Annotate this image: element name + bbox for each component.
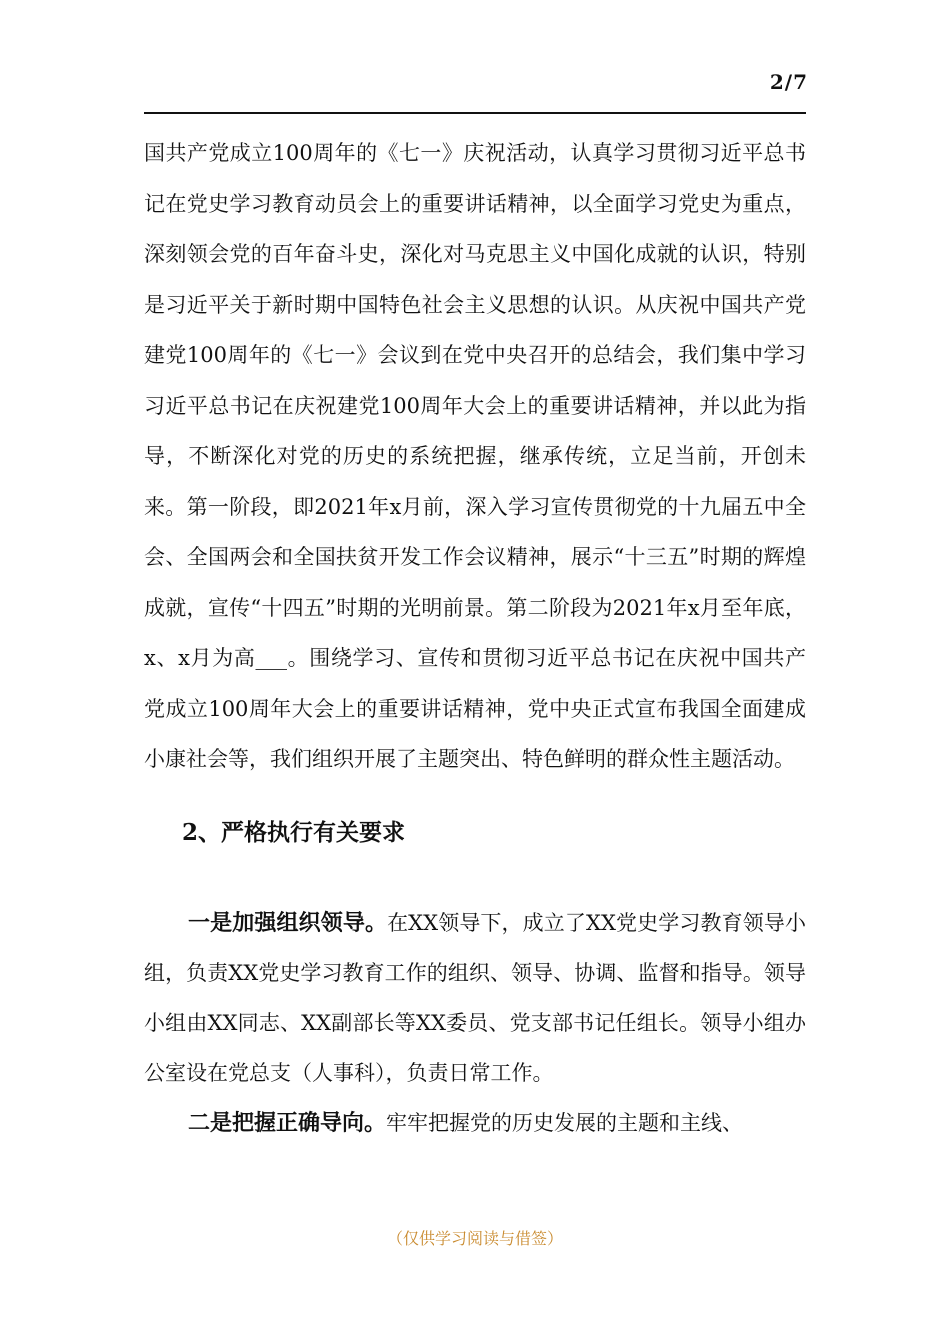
list-item	[144, 898, 806, 1098]
footer-note: （仅供学习阅读与借签）	[386, 1229, 563, 1248]
document-body	[144, 128, 806, 1148]
body-paragraph: 国共产党成立100周年的《七一》庆祝活动，认真学习贯彻习近平总书记在党史学习教育动员会上的重要讲话精神，以全面学习党史为重点，深刻领会党的百年奋斗史，深化对马克思主义中国化成就的认识，特别是习近平关于新时期中国特色社会主义思想的认识。从庆祝中国共产党建党100周年的《七一》会议到在党中央召开的总结会，我们集中学习习近平总书记在庆祝建党100周年大会上的重要讲话精神，并以此为指导，不断深化对党的历史的系统把握，继承传统，立足当前，开创未来。第一阶段，即2021年x月前，深入学习宣传贯彻党的十九届五中全会、全国两会和全国扶贫开发工作会议精神，展示“十三五”时期的辉煌成就，宣传“十四五”时期的光明前景。第二阶段为2021年x月至年底，x、x月为高___。围绕学习、宣传和贯彻习近平总书记在庆祝中国共产党成立100周年大会上的重要讲话精神，党中央正式宣布我国全面建成小康社会等，我们组织开展了主题突出、特色鲜明的群众性主题活动。	[144, 141, 806, 771]
page-number: 2/7	[769, 70, 808, 94]
header-divider	[144, 112, 806, 114]
item-lead: 一是加强组织领导。	[188, 909, 388, 936]
list-item	[144, 1098, 806, 1148]
item-text: 在XX领导下，成立了XX党史学习教育领导小组，负责XX党史学习教育工作的组织、领导、协调、监督和指导。领导小组由XX同志、XX副部长等XX委员、党支部书记任组长。领导小组办公室设在党总支（人事科），负责日常工作。	[144, 910, 806, 1085]
item-text: 牢牢把握党的历史发展的主题和主线、	[386, 1110, 744, 1135]
item-lead: 二是把握正确导向。	[188, 1109, 387, 1136]
section-heading: 2、严格执行有关要求	[182, 818, 406, 846]
